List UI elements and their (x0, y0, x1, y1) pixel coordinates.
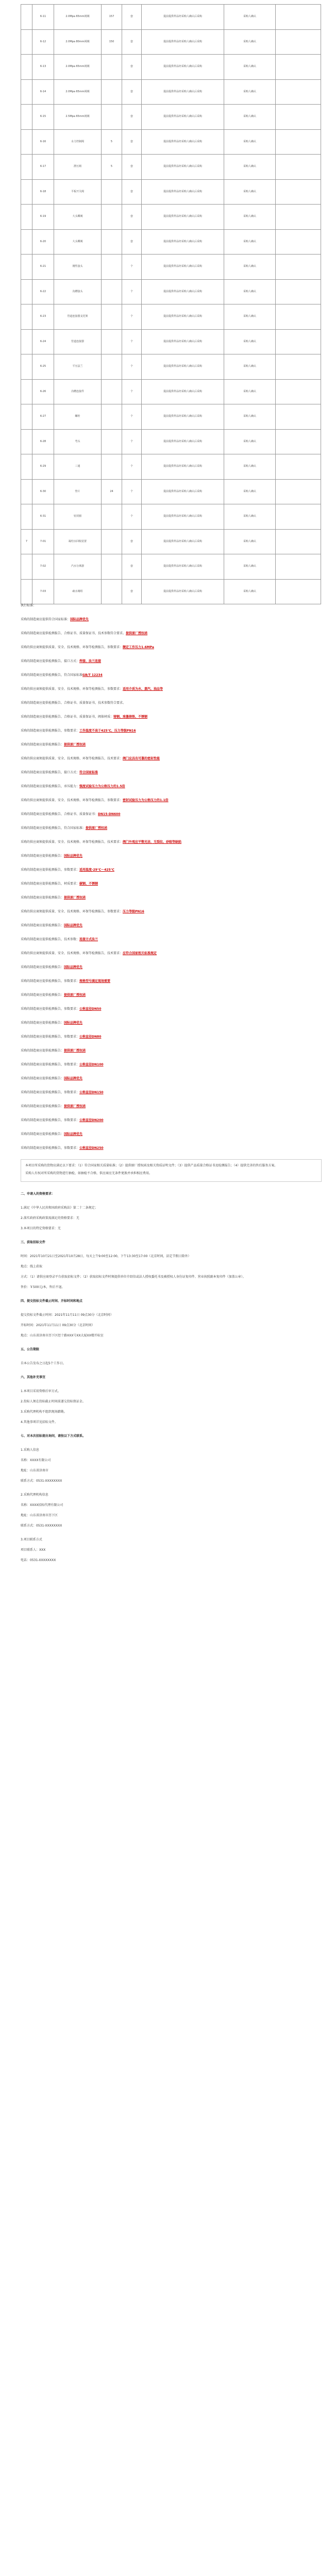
cell-name: 2.0Mpa 80mm闸阀 (54, 29, 102, 55)
cell-cond: 采购人确认 (224, 554, 276, 580)
cell-req: 提前提供样品经采购人确认后采购 (142, 79, 224, 105)
cell-name: 疏水阀组 (54, 579, 102, 604)
cell-qty (102, 229, 122, 255)
cell-remark (276, 304, 321, 330)
cell-code: 6-17 (32, 155, 54, 180)
cell-cond: 采购人确认 (224, 329, 276, 354)
paragraph: 采购的制造商应提供检测报告：国际品牌优先 (21, 854, 83, 858)
paragraph: 采购的制造商应提供检测报告，参数要求：规格型号满足现场需要 (21, 979, 111, 983)
cell-cond: 采购人确认 (224, 404, 276, 430)
cell-req: 提前提供样品经采购人确认后采购 (142, 329, 224, 354)
cell-no: 7 (21, 529, 32, 554)
cell-req: 提前提供样品经采购人确认后采购 (142, 279, 224, 304)
cell-code: 6-15 (32, 105, 54, 130)
cell-code: 6-12 (32, 29, 54, 55)
cell-unit: 个 (122, 279, 142, 304)
cell-unit: 个 (122, 504, 142, 530)
cell-no (21, 279, 32, 304)
table-row (21, 279, 321, 304)
cell-name: 水力控制阀 (54, 129, 102, 155)
cell-req: 提前提供样品经采购人确认后采购 (142, 554, 224, 580)
cell-no (21, 105, 32, 130)
cell-code: 6-28 (32, 429, 54, 454)
paragraph: 采购的制造商应提供检测报告：国际品牌优先 (21, 1021, 83, 1025)
table-row (21, 205, 321, 230)
paragraph: 联系方式：0531-XXXXXXXX (21, 1524, 62, 1528)
cell-qty: 5 (102, 129, 122, 155)
paragraph: 采购的制造商应提供检测报告：提供原厂授权函 (21, 743, 86, 747)
cell-req: 提前提供样品经采购人确认后采购 (142, 479, 224, 504)
cell-no (21, 579, 32, 604)
cell-code: 6-27 (32, 404, 54, 430)
paragraph: 采购的制造商应提供检测报告，参数要求：公称直径DN80 (21, 1035, 102, 1039)
cell-no (21, 379, 32, 404)
table-row (21, 479, 321, 504)
paragraph: 开标时间：2021年11月11日 09点30分（北京时间） (21, 1324, 95, 1327)
paragraph: 采购的制造商应提供检测报告，承压能力：强度试验压力为公称压力的1.5倍 (21, 785, 125, 788)
paragraph: 时间：2021年10月21日至2021年10月28日，每天上午9:00至12:00，下午13:30至17:00（北京时间，法定节假日除外） (21, 1255, 191, 1258)
cell-code: 6-29 (32, 454, 54, 480)
cell-req: 提前提供样品经采购人确认后采购 (142, 304, 224, 330)
cell-qty (102, 105, 122, 130)
paragraph: 采购的制造商应提供检测报告，技术参数：连接方式法兰 (21, 938, 98, 941)
cell-remark (276, 479, 321, 504)
cell-remark (276, 129, 321, 155)
cell-cond: 采购人确认 (224, 205, 276, 230)
paragraph: 采购的制造商应提供检测报告：提供原厂授权函 (21, 1049, 86, 1053)
cell-unit: 个 (122, 454, 142, 480)
cell-name: 凝结水回收装置 (54, 529, 102, 554)
table-row (21, 404, 321, 430)
cell-remark (276, 504, 321, 530)
paragraph: 名称：XXXX招标代理有限公司 (21, 1503, 63, 1507)
cell-unit: 个 (122, 429, 142, 454)
paragraph: 采购的制造商应提供检测报告、合格证书、质量保证书：DN15-DN600 (21, 812, 121, 816)
cell-remark (276, 205, 321, 230)
cell-name: 三通 (54, 454, 102, 480)
cell-unit: 套 (122, 129, 142, 155)
cell-unit: 套 (122, 229, 142, 255)
cell-code: 6-26 (32, 379, 54, 404)
table-row (21, 554, 321, 580)
cell-req: 提前提供样品经采购人确认后采购 (142, 5, 224, 30)
cell-qty: 157 (102, 5, 122, 30)
cell-req: 提前提供样品经采购人确认后采购 (142, 55, 224, 80)
cell-name: 2.0Mpa 65mm闸阀 (54, 79, 102, 105)
cell-no (21, 155, 32, 180)
requirements-box (21, 1159, 322, 1182)
paragraph: 2.投标人须在投标截止时间前递交投标保证金。 (21, 1400, 86, 1403)
paragraph: 采购的供应商须提供质量、安全、技术规格、环保等检测报告，技术要求：阀门外观应平整光洁，无裂纹、砂眼等缺陷 (21, 840, 182, 844)
paragraph: 采购的制造商应提供检测报告，参数要求：工作温度不高于425℃，压力等级PN16 (21, 729, 136, 733)
cell-unit: 个 (122, 255, 142, 280)
cell-qty (102, 379, 122, 404)
table-row (21, 179, 321, 205)
cell-no (21, 79, 32, 105)
paragraph: 联系方式：0531-XXXXXXXX (21, 1479, 62, 1483)
cell-no (21, 479, 32, 504)
table-row (21, 129, 321, 155)
cell-qty (102, 354, 122, 380)
cell-req: 提前提供样品经采购人确认后采购 (142, 404, 224, 430)
table-row (21, 55, 321, 80)
cell-qty (102, 55, 122, 80)
section-title: 六、其他补充事宜 (21, 1376, 46, 1379)
cell-qty: 24 (102, 479, 122, 504)
cell-req: 提前提供样品经采购人确认后采购 (142, 379, 224, 404)
table-row (21, 454, 321, 480)
cell-code: 6-13 (32, 55, 54, 80)
cell-cond: 采购人确认 (224, 105, 276, 130)
cell-name: 泄压阀 (54, 155, 102, 180)
cell-remark (276, 55, 321, 80)
cell-no (21, 454, 32, 480)
cell-code: 6-11 (32, 5, 54, 30)
paragraph: 采购的制造商应提供检测报告，参数要求：公称直径DN200 (21, 1118, 104, 1122)
paragraph: 采购的制造商应提供检测报告，接口方式：符合国家标准 (21, 771, 98, 774)
cell-req: 提前提供样品经采购人确认后采购 (142, 454, 224, 480)
paragraph: 采购的制造商应提供检测报告，符合国家标准：提供原厂授权函 (21, 826, 108, 830)
cell-unit: 套 (122, 155, 142, 180)
cell-qty: 150 (102, 29, 122, 55)
cell-code: 6-24 (32, 329, 54, 354)
cell-code: 6-23 (32, 304, 54, 330)
cell-qty (102, 279, 122, 304)
cell-code: 6-25 (32, 354, 54, 380)
table-row (21, 579, 321, 604)
cell-no (21, 329, 32, 354)
cell-cond: 采购人确认 (224, 179, 276, 205)
cell-cond: 采购人确认 (224, 29, 276, 55)
cell-unit: 个 (122, 329, 142, 354)
cell-remark (276, 279, 321, 304)
cell-cond: 采购人确认 (224, 579, 276, 604)
table-row (21, 5, 321, 30)
table-row (21, 105, 321, 130)
cell-name: 密封圈 (54, 504, 102, 530)
cell-cond: 采购人确认 (224, 155, 276, 180)
paragraph: 售价：￥500元/本，售后不退。 (21, 1285, 65, 1289)
cell-no (21, 554, 32, 580)
cell-remark (276, 79, 321, 105)
paragraph: 地址：山东省济南市 (21, 1469, 49, 1472)
cell-qty (102, 304, 122, 330)
table-row (21, 79, 321, 105)
cell-cond: 采购人确认 (224, 504, 276, 530)
paragraph: 采购人有权对所采购的货物进行抽检，如抽检不合格，供应商应无条件更换并承担相应费用。 (25, 1172, 153, 1175)
cell-cond: 采购人确认 (224, 5, 276, 30)
cell-no (21, 229, 32, 255)
cell-remark (276, 229, 321, 255)
cell-cond: 采购人确认 (224, 429, 276, 454)
cell-remark (276, 155, 321, 180)
table-row (21, 229, 321, 255)
cell-unit: 个 (122, 379, 142, 404)
cell-cond: 采购人确认 (224, 479, 276, 504)
cell-cond: 采购人确认 (224, 229, 276, 255)
cell-cond: 采购人确认 (224, 255, 276, 280)
cell-req: 提前提供样品经采购人确认后采购 (142, 29, 224, 55)
cell-req: 提前提供样品经采购人确认后采购 (142, 229, 224, 255)
paragraph: 项目联系人：XXX (21, 1548, 46, 1552)
paragraph: 采购的制造商应提供检测报告：提供原厂授权函 (21, 896, 86, 900)
paragraph: 采购的制造商应提供检测报告：国际品牌优先 (21, 1077, 83, 1080)
table-row (21, 379, 321, 404)
cell-qty: 5 (102, 155, 122, 180)
cell-name: 平板开关阀 (54, 179, 102, 205)
cell-no (21, 129, 32, 155)
paragraph: 1.采购人信息 (21, 1448, 39, 1452)
paragraph: 提交投标文件截止时间：2021年11月11日 09点30分（北京时间） (21, 1313, 113, 1317)
cell-cond: 采购人确认 (224, 529, 276, 554)
cell-remark (276, 404, 321, 430)
cell-code: 6-16 (32, 129, 54, 155)
cell-code: 6-31 (32, 504, 54, 530)
cell-remark (276, 329, 321, 354)
cell-qty (102, 554, 122, 580)
cell-code: 7-01 (32, 529, 54, 554)
cell-qty (102, 255, 122, 280)
cell-name: 2.5Mpa 65mm闸阀 (54, 105, 102, 130)
cell-name: 平压法兰 (54, 354, 102, 380)
cell-remark (276, 379, 321, 404)
cell-code: 6-18 (32, 179, 54, 205)
cell-code: 6-14 (32, 79, 54, 105)
cell-code: 6-30 (32, 479, 54, 504)
cell-remark (276, 179, 321, 205)
cell-no (21, 304, 32, 330)
paragraph: 地址：山东省济南市历下区 (21, 1514, 58, 1517)
paragraph: 2.采购代理机构信息 (21, 1493, 48, 1497)
cell-no (21, 255, 32, 280)
cell-unit: 套 (122, 554, 142, 580)
cell-name: 2.0Mpa 65mm闸阀 (54, 55, 102, 80)
cell-cond: 采购人确认 (224, 79, 276, 105)
cell-no (21, 205, 32, 230)
paragraph: 采购的制造商应提供检测报告，参数要求：公称直径DN150 (21, 1091, 104, 1094)
section-title: 四、提交投标文件截止时间、开标时间和地点 (21, 1299, 83, 1303)
cell-req: 提前提供样品经采购人确认后采购 (142, 579, 224, 604)
paragraph: 采购的制造商应提供检测报告，材质要求：碳钢、不锈钢 (21, 882, 98, 886)
cell-unit: 套 (122, 529, 142, 554)
announcement-body (21, 603, 322, 1568)
cell-name: 沟槽接头 (54, 279, 102, 304)
cell-name: 沟槽连接件 (54, 379, 102, 404)
cell-unit: 个 (122, 479, 142, 504)
paragraph: 执行标准： (21, 604, 37, 607)
cell-unit: 套 (122, 29, 142, 55)
paragraph: 采购的制造商应提供检测报告，参数要求：公称直径DN250 (21, 1146, 104, 1150)
paragraph: 采购的供应商须提供质量、安全、技术规格、环保等检测报告，参数要求：额定工作压力1.6MPa (21, 646, 154, 649)
cell-no (21, 429, 32, 454)
cell-remark (276, 529, 321, 554)
cell-code: 6-21 (32, 255, 54, 280)
cell-unit: 个 (122, 304, 142, 330)
paragraph: 3.本项目的特定资格要求：无 (21, 1227, 61, 1230)
paragraph: 采购的制造商应提供检测报告：国际品牌优先 (21, 1132, 83, 1136)
cell-no (21, 354, 32, 380)
cell-qty (102, 179, 122, 205)
section-title: 三、获取招标文件 (21, 1241, 46, 1244)
cell-unit: 套 (122, 79, 142, 105)
paragraph: 采购的制造商应提供检测报告：国际品牌优先 (21, 965, 83, 969)
paragraph: 2.落实政府采购政策需满足的资格要求：无 (21, 1216, 79, 1220)
paragraph: 采购的制造商应提供检测报告：提供原厂授权函 (21, 1105, 86, 1108)
paragraph: 采购的制造商应提供检测报告，参数要求：适用温度-29℃～425℃ (21, 868, 114, 872)
paragraph: 4.其他事项详见招标文件。 (21, 1420, 58, 1424)
paragraph: 1.满足《中华人民共和国政府采购法》第二十二条规定； (21, 1206, 98, 1210)
cell-name: 螺栓 (54, 404, 102, 430)
cell-remark (276, 5, 321, 30)
cell-name: 大头蝶阀 (54, 205, 102, 230)
paragraph: 采购的供应商须提供质量、安全、技术规格、环保等检测报告，参数要求：密封试验压力为公称压力的1.1倍 (21, 799, 169, 802)
table-row (21, 304, 321, 330)
paragraph: 自本公告发布之日起5个工作日。 (21, 1362, 66, 1365)
cell-remark (276, 105, 321, 130)
cell-name: 2.0Mpa 65mm闸阀 (54, 5, 102, 30)
cell-no (21, 404, 32, 430)
cell-cond: 采购人确认 (224, 379, 276, 404)
cell-unit: 套 (122, 55, 142, 80)
cell-unit: 套 (122, 205, 142, 230)
cell-name: 垫片 (54, 479, 102, 504)
paragraph: 采购的制造商应提供检测报告，参数要求：公称直径DN100 (21, 1063, 104, 1066)
cell-unit: 个 (122, 404, 142, 430)
cell-cond: 采购人确认 (224, 129, 276, 155)
table-row (21, 529, 321, 554)
cell-req: 提前提供样品经采购人确认后采购 (142, 429, 224, 454)
cell-code: 6-19 (32, 205, 54, 230)
section-title: 七、对本次招标提出询问，请按以下方式联系。 (21, 1434, 86, 1438)
cell-req: 提前提供样品经采购人确认后采购 (142, 155, 224, 180)
paragraph: 采购的制造商应提供检测报告，接口方式：焊接、法兰连接 (21, 659, 102, 663)
cell-qty (102, 79, 122, 105)
paragraph: 采购的制造商应提供检测报告、合格证书、质量保证书，技术参数符合要求。 (21, 701, 126, 705)
paragraph: 3.项目联系方式 (21, 1538, 42, 1541)
cell-code: 7-03 (32, 579, 54, 604)
items-table-body (21, 5, 321, 604)
cell-qty (102, 529, 122, 554)
cell-qty (102, 579, 122, 604)
cell-no (21, 504, 32, 530)
paragraph: 采购的供应商须提供质量、安全、技术规格、环保等检测报告，技术要求：应符合国家相关标准规定 (21, 952, 157, 955)
cell-req: 提前提供样品经采购人确认后采购 (142, 529, 224, 554)
paragraph: 采购的制造商应提供检测报告，参数要求：公称直径DN50 (21, 1007, 102, 1011)
cell-no (21, 5, 32, 30)
cell-unit: 套 (122, 579, 142, 604)
cell-qty (102, 504, 122, 530)
section-title: 二、申请人的资格要求： (21, 1192, 55, 1196)
cell-remark (276, 29, 321, 55)
cell-unit: 套 (122, 5, 142, 30)
cell-cond: 采购人确认 (224, 454, 276, 480)
paragraph: 采购的供应商须提供质量、安全、技术规格、环保等检测报告，参数要求：适用介质为水、蒸汽、油品等 (21, 687, 163, 691)
paragraph: 1.本项目采用资格后审方式。 (21, 1389, 61, 1393)
paragraph: 本项目所采购的货物应满足以下要求：（1）符合国家相关质量标准；（2）提供原厂授权函及相关资质证明文件；（3）提供产品质量合格证书及检测报告；（4）提供完善的售后服务方案。 (25, 1164, 278, 1167)
cell-remark (276, 554, 321, 580)
cell-qty (102, 205, 122, 230)
cell-remark (276, 429, 321, 454)
cell-qty (102, 329, 122, 354)
cell-req: 提前提供样品经采购人确认后采购 (142, 105, 224, 130)
paragraph: 采购的供应商须提供质量、安全、技术规格、环保等检测报告，参数要求：压力等级PN16 (21, 910, 144, 913)
cell-name: 管道连接器支托架 (54, 304, 102, 330)
table-row (21, 155, 321, 180)
cell-name: 管道连接器 (54, 329, 102, 354)
cell-name: 汽水分离器 (54, 554, 102, 580)
cell-name: 刚性接头 (54, 255, 102, 280)
cell-req: 提前提供样品经采购人确认后采购 (142, 255, 224, 280)
paragraph: 采购的制造商应提供检测报告：提供原厂授权函 (21, 993, 86, 997)
table-row (21, 329, 321, 354)
cell-code: 6-22 (32, 279, 54, 304)
paragraph: 采购的制造商应提供检测报告、合格证书、质量保证书，技术参数符合要求。提供原厂授权函 (21, 632, 148, 635)
items-table (21, 4, 321, 604)
paragraph: 采购的制造商应提供检测报告，符合国家标准GB/T 12234 (21, 673, 103, 677)
section-title: 五、公告期限 (21, 1348, 40, 1351)
cell-remark (276, 579, 321, 604)
cell-no (21, 179, 32, 205)
paragraph: 地点：线上获取 (21, 1265, 43, 1268)
cell-name: 大头蝶阀 (54, 229, 102, 255)
cell-remark (276, 454, 321, 480)
paragraph: 电话：0531-XXXXXXXX (21, 1558, 56, 1562)
cell-qty (102, 454, 122, 480)
cell-req: 提前提供样品经采购人确认后采购 (142, 354, 224, 380)
table-row (21, 429, 321, 454)
cell-no (21, 55, 32, 80)
cell-unit: 套 (122, 105, 142, 130)
table-row (21, 255, 321, 280)
paragraph: 地点：山东省济南市历下区经十路XXX号XX大厦XX楼开标室 (21, 1334, 104, 1337)
cell-code: 7-02 (32, 554, 54, 580)
paragraph: 采购的制造商应提供检测报告：国际品牌优先 (21, 924, 83, 927)
cell-cond: 采购人确认 (224, 354, 276, 380)
cell-req: 提前提供样品经采购人确认后采购 (142, 205, 224, 230)
cell-qty (102, 429, 122, 454)
cell-unit: 个 (122, 354, 142, 380)
cell-cond: 采购人确认 (224, 304, 276, 330)
cell-req: 提前提供样品经采购人确认后采购 (142, 129, 224, 155)
cell-req: 提前提供样品经采购人确认后采购 (142, 504, 224, 530)
cell-no (21, 29, 32, 55)
cell-code: 6-20 (32, 229, 54, 255)
table-row (21, 354, 321, 380)
cell-remark (276, 354, 321, 380)
paragraph: 3.采购代理机构不组织现场踏勘。 (21, 1410, 67, 1414)
cell-cond: 采购人确认 (224, 279, 276, 304)
table-row (21, 504, 321, 530)
cell-remark (276, 255, 321, 280)
paragraph: 名称：XXXX有限公司 (21, 1459, 51, 1462)
paragraph: 采购的制造商应提供符合国家标准：国际品牌优先 (21, 618, 89, 621)
paragraph: 采购的制造商应提供检测报告、合格证书、质量保证书，阀体材质：铸钢、球墨铸铁、不锈钢 (21, 715, 148, 719)
paragraph: 采购的供应商须提供质量、安全、技术规格、环保等检测报告，技术要求：阀门应具有可靠的密封性能 (21, 757, 160, 760)
cell-req: 提前提供样品经采购人确认后采购 (142, 179, 224, 205)
cell-name: 弯头 (54, 429, 102, 454)
table-row (21, 29, 321, 55)
cell-cond: 采购人确认 (224, 55, 276, 80)
cell-qty (102, 404, 122, 430)
paragraph: 方式：（1）请供应商登录平台获取招标文件；（2）获取招标文件时须提供单位介绍信或法人授权委托书及被授权人身份证复印件、营业执照副本复印件（加盖公章）。 (21, 1275, 246, 1279)
cell-unit: 套 (122, 179, 142, 205)
